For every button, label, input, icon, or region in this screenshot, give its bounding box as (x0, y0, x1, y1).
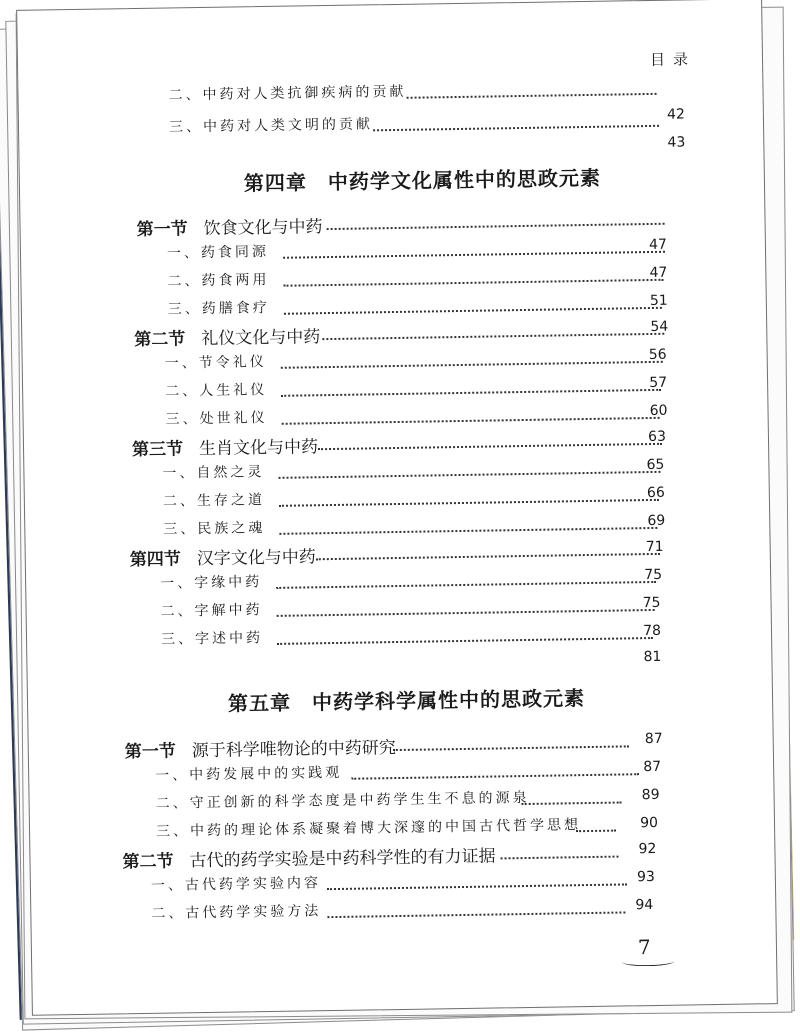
dot-leader (351, 773, 639, 780)
section-title: 生肖文化与中药 (198, 437, 319, 460)
section-number: 第四节 (129, 549, 181, 571)
subsection-title: 三、中药的理论体系凝聚着博大深邃的中国古代哲学思想 (155, 817, 582, 840)
section-number: 第一节 (124, 741, 176, 763)
subsection-title: 一、字缘中药 (160, 574, 263, 592)
section-heading (132, 432, 318, 460)
section-number: 第二节 (134, 329, 186, 351)
subsection-title: 三、处世礼仪 (165, 410, 268, 428)
dot-leader (327, 911, 625, 918)
section-title: 汉字文化与中药 (196, 547, 316, 570)
dot-leader (501, 856, 619, 860)
running-header: 目录 (649, 50, 697, 69)
subsection-title: 三、字述中药 (160, 630, 264, 648)
section-number: 第二节 (122, 851, 174, 873)
subsection-title: 二、字解中药 (160, 602, 263, 620)
page-ref: 87 (644, 730, 663, 748)
section-heading (125, 733, 396, 762)
page-ref: 56 (648, 346, 667, 364)
dot-leader (277, 609, 655, 617)
dot-leader (279, 499, 659, 507)
page-ref: 89 (641, 786, 660, 804)
section-heading (122, 841, 495, 872)
dot-leader (316, 553, 660, 560)
page-ref: 57 (649, 374, 668, 392)
subsection-title: 一、中药发展中的实践观 (155, 764, 343, 784)
subsection-title: 三、中药对人类文明的贡献 (168, 116, 374, 136)
page-ref: 71 (645, 538, 664, 556)
dot-leader (277, 637, 653, 645)
dot-leader (281, 361, 663, 369)
dot-leader (407, 93, 657, 99)
subsection-title: 二、药食两用 (167, 271, 270, 290)
page-ref: 63 (647, 428, 667, 446)
subsection-title: 一、药食同源 (166, 243, 270, 262)
section-title: 饮食文化与中药 (203, 217, 323, 240)
dot-leader (279, 527, 657, 535)
subsection-title: 一、节令礼仪 (164, 354, 267, 372)
page-ref: 92 (638, 840, 657, 858)
dot-leader (279, 471, 661, 479)
page-ref: 65 (646, 456, 665, 474)
section-number: 第一节 (136, 219, 188, 241)
page-number-ornament (622, 957, 674, 967)
page-ref: 42 (666, 106, 685, 123)
dot-leader (393, 745, 629, 751)
subsection-title: 一、自然之灵 (162, 464, 265, 482)
page-ref: 87 (643, 758, 662, 776)
dot-leader (282, 417, 660, 425)
page-ref: 81 (643, 648, 662, 666)
page-ref: 60 (649, 402, 668, 420)
dot-leader (373, 125, 659, 131)
subsection-title: 三、民族之魂 (163, 520, 266, 538)
page-ref: 47 (649, 264, 668, 282)
dot-leader (318, 443, 662, 450)
dot-leader (281, 389, 661, 397)
page-ref: 66 (646, 484, 665, 502)
section-title: 源于科学唯物论的中药研究 (191, 738, 396, 762)
page-ref: 43 (667, 134, 686, 151)
page-ref: 93 (636, 868, 655, 886)
page-ref: 75 (644, 566, 663, 584)
dot-leader (322, 333, 664, 340)
subsection-title: 二、中药对人类抗御疾病的贡献 (168, 83, 407, 104)
page-ref: 54 (650, 318, 669, 335)
dot-leader (327, 223, 665, 230)
subsection-title: 二、守正创新的科学态度是中药学生生不息的源泉 (155, 789, 530, 812)
chapter-heading: 第五章 中药学科学属性中的思政元素 (227, 686, 586, 716)
dot-leader (522, 802, 622, 806)
toc-page (16, 0, 778, 1016)
chapter-heading: 第四章 中药学文化属性中的思政元素 (243, 165, 602, 196)
page-number: 7 (637, 935, 651, 960)
subsection-title: 二、生存之道 (162, 492, 266, 510)
dot-leader (283, 279, 663, 287)
page-ref: 47 (648, 236, 668, 254)
page-ref: 78 (643, 622, 662, 640)
dot-leader (283, 251, 665, 259)
subsection-title: 二、人生礼仪 (165, 382, 268, 400)
section-heading (136, 212, 322, 240)
page-ref: 69 (647, 512, 666, 530)
subsection-title: 一、古代药学实验内容 (150, 875, 322, 894)
page-ref: 94 (635, 897, 654, 914)
section-title: 古代的药学实验是中药科学性的有力证据 (189, 846, 496, 872)
dot-leader (284, 307, 662, 315)
page-ref: 75 (642, 594, 661, 612)
dot-leader (576, 830, 616, 833)
section-heading (134, 322, 320, 350)
section-heading (130, 542, 316, 570)
dot-leader (276, 581, 656, 589)
section-title: 礼仪文化与中药 (201, 327, 321, 350)
dot-leader (327, 883, 627, 890)
section-number: 第三节 (131, 439, 184, 461)
subsection-title: 三、药膳食疗 (167, 299, 270, 318)
subsection-title: 二、古代药学实验方法 (151, 903, 322, 922)
page-ref: 90 (640, 814, 659, 832)
page-ref: 51 (649, 292, 668, 310)
